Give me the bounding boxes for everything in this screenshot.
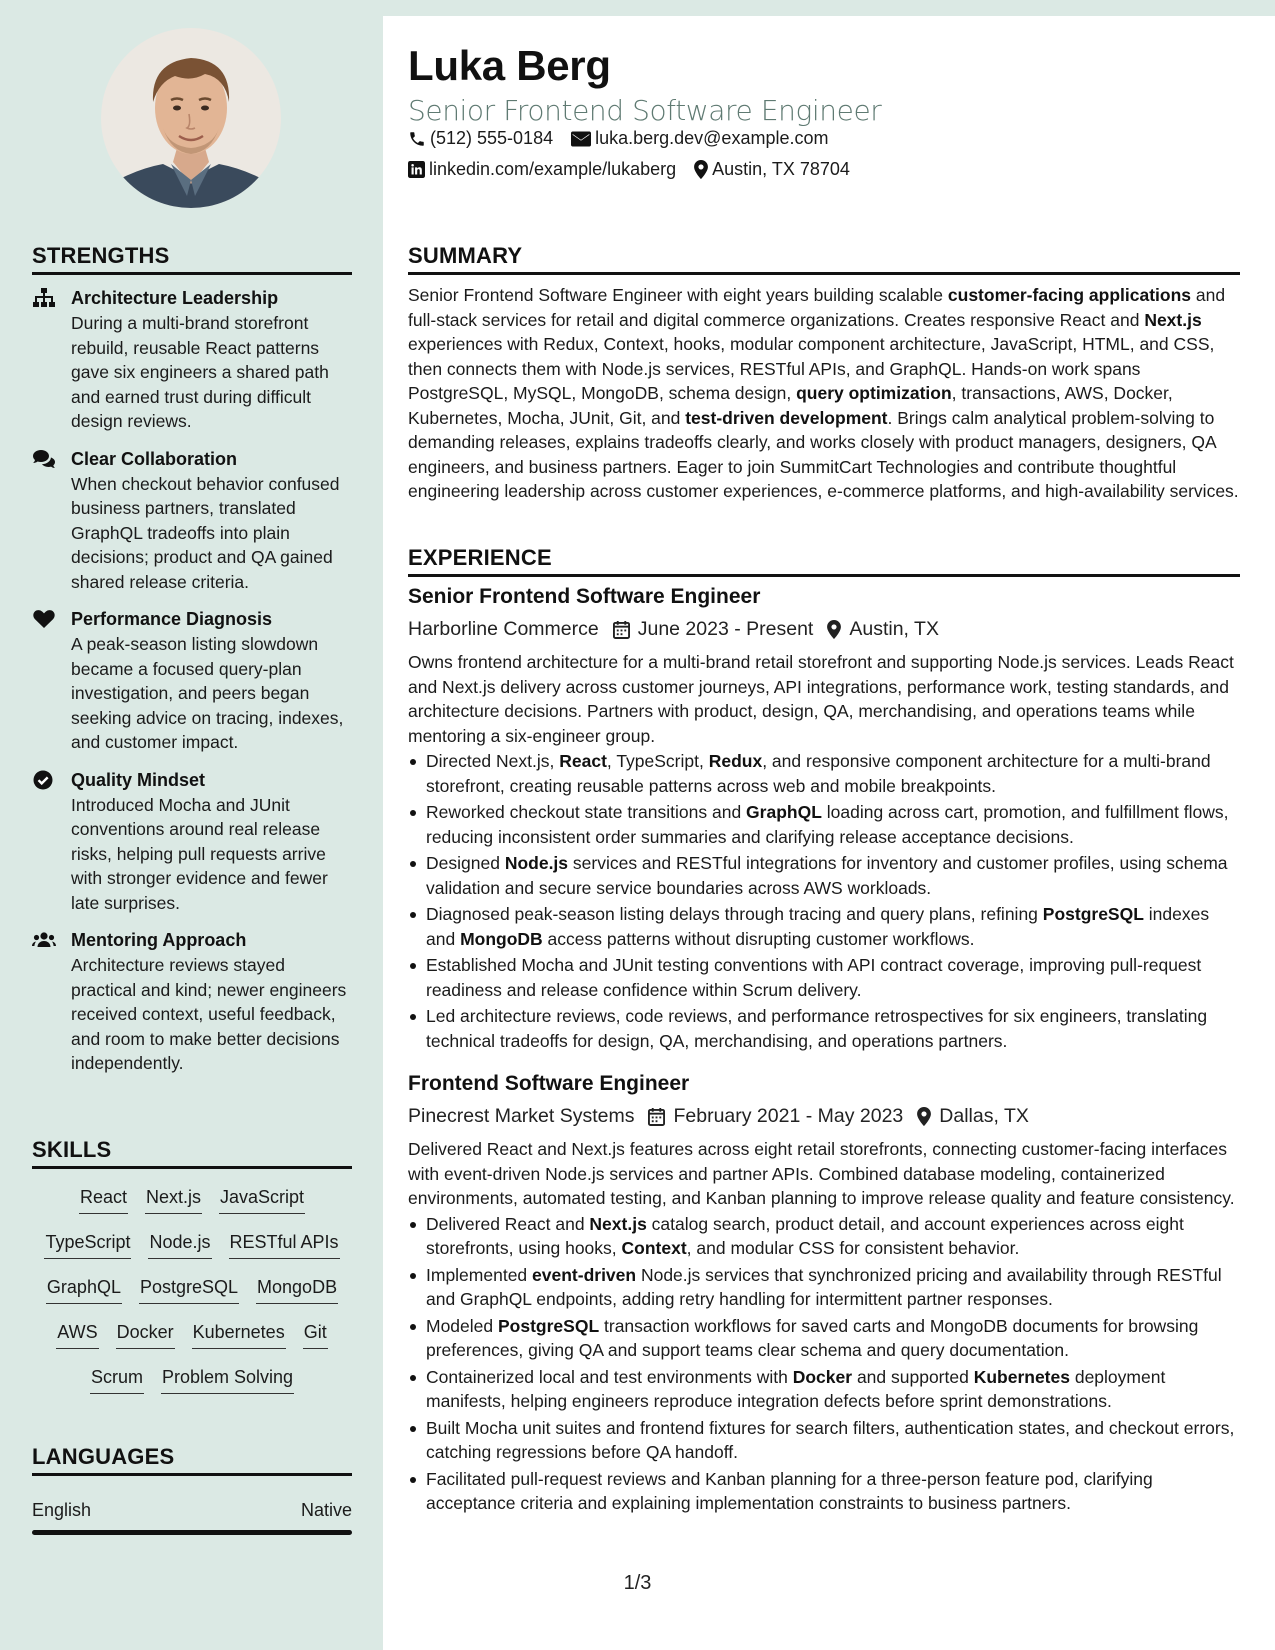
bold-text: Docker	[792, 1366, 853, 1387]
location-contact	[694, 159, 850, 180]
summary-heading: SUMMARY	[408, 243, 523, 268]
skills-rule	[32, 1166, 352, 1169]
job-title: Frontend Software Engineer	[408, 1072, 690, 1095]
job-bullet	[408, 1416, 1240, 1465]
job-title: Senior Frontend Software Engineer	[408, 585, 761, 608]
skill-tag: Scrum	[90, 1364, 144, 1394]
languages-rule	[32, 1473, 352, 1476]
strength-item	[32, 768, 352, 916]
strength-title: Quality Mindset	[71, 769, 206, 790]
skill-row	[32, 1229, 352, 1274]
text-run: Reworked checkout state transitions and	[426, 802, 747, 822]
company-text: Pinecrest Market Systems	[408, 1104, 635, 1127]
skill-tag: Problem Solving	[161, 1364, 294, 1394]
job-bullet	[408, 1467, 1240, 1516]
skill-row	[32, 1364, 352, 1409]
job-meta	[408, 614, 1240, 644]
job-bullet	[408, 1263, 1240, 1312]
comments-icon	[32, 449, 56, 469]
skill-tag: AWS	[56, 1319, 98, 1349]
job-bullet	[408, 1004, 1240, 1053]
text-run: Modeled	[426, 1315, 498, 1336]
skill-tag: Docker	[116, 1319, 175, 1349]
map-pin-icon	[917, 1107, 931, 1126]
text-run: and full-stack services for retail and digital commerce organizations. Creates responsive React and	[408, 285, 1226, 330]
skills-heading: SKILLS	[32, 1137, 112, 1162]
skill-tag: PostgreSQL	[139, 1274, 239, 1304]
text-run: Designed	[426, 853, 505, 873]
skill-row	[32, 1184, 352, 1229]
strength-title: Mentoring Approach	[71, 930, 247, 950]
job-entry	[408, 583, 1240, 1055]
text-run: access patterns without disrupting customer workflows.	[542, 928, 975, 949]
bold-text: Next.js	[1144, 309, 1202, 330]
text-run: , transactions, AWS, Docker, Kubernetes, Mocha, JUnit, Git, and	[408, 383, 1173, 428]
linkedin-text: linkedin.com/example/lukaberg	[429, 159, 677, 179]
skill-tag: RESTful APIs	[229, 1229, 340, 1259]
skill-tag: Node.js	[148, 1229, 211, 1259]
language-level: Native	[300, 1500, 352, 1520]
strength-item	[32, 447, 352, 595]
strength-desc: Introduced Mocha and JUnit conventions around real release risks, helping pull requests arrive with stronger evidence and fewer late surprises.	[71, 794, 328, 913]
page-number	[0, 1572, 1275, 1595]
text-run: Built Mocha unit suites and frontend fixtures for search filters, authentication states, and checkout errors, catching regressions before QA handoff.	[426, 1417, 1235, 1462]
phone-icon	[408, 130, 426, 148]
job-bullets	[408, 749, 1240, 1053]
text-run: indexes and	[426, 904, 1210, 949]
text-run: Senior Frontend Software Engineer with eight years building scalable	[408, 285, 948, 305]
text-run: Implemented	[426, 1264, 533, 1285]
bold-text: GraphQL	[746, 802, 822, 822]
job-bullet	[408, 953, 1240, 1002]
text-run: services and RESTful integrations for inventory and customer profiles, using schema validation and secure service boundaries across AWS workloads.	[426, 853, 1228, 898]
text-run: catalog search, product detail, and account experiences across eight storefronts, using hooks,	[426, 1213, 1184, 1258]
text-run: Node.js services that synchronized pricing and availability through RESTful and GraphQL endpoints, adding retry handling for intermittent partner responses.	[426, 1264, 1222, 1309]
bold-text: Context	[621, 1238, 687, 1258]
text-run: and supported	[852, 1366, 974, 1387]
bold-text: React	[559, 751, 607, 771]
job-bullet	[408, 902, 1240, 951]
bold-text: query optimization	[796, 383, 952, 403]
page-number-text: 1/3	[623, 1572, 652, 1594]
bold-text: PostgreSQL	[498, 1315, 600, 1336]
job-description: Delivered React and Next.js features across eight retail storefronts, connecting customer-facing interfaces with event-driven Node.js services and partner APIs. Combined database modeling, containerized environments, automated testing, and Kanban planning to improve release quality and feature consistency.	[408, 1139, 1235, 1208]
skill-tag: Next.js	[145, 1184, 202, 1214]
strengths-rule	[32, 272, 352, 275]
strength-item	[32, 607, 352, 755]
job-description: Owns frontend architecture for a multi-brand retail storefront and supporting Node.js services. Leads React and Next.js delivery across customer journeys, API integrations, performance work, testing standards, and architecture decisions. Partners with product, design, QA, merchandising, and operations teams while mentoring a six-engineer group.	[408, 652, 1234, 746]
job-company	[408, 1105, 634, 1128]
email-contact[interactable]	[571, 128, 828, 149]
strengths-heading: STRENGTHS	[32, 243, 170, 268]
strengths-list	[32, 286, 352, 1089]
strength-item	[32, 286, 352, 434]
check-circle-icon	[32, 770, 56, 790]
experience-heading: EXPERIENCE	[408, 545, 552, 570]
job-entry	[408, 1070, 1240, 1518]
skill-tag: MongoDB	[256, 1274, 338, 1304]
languages-heading: LANGUAGES	[32, 1444, 175, 1469]
job-company	[408, 618, 599, 641]
contact-line-2	[408, 159, 850, 180]
skills-list	[32, 1184, 352, 1409]
bold-text: test-driven development	[685, 407, 888, 428]
text-run: Established Mocha and JUnit testing conventions with API contract coverage, improving pull-request readiness and release confidence within Scrum delivery.	[426, 955, 1202, 1000]
top-band	[0, 0, 1275, 16]
bold-text: Redux	[708, 751, 763, 771]
bold-text: event-driven	[532, 1264, 637, 1285]
sitemap-icon	[32, 288, 56, 308]
job-bullet	[408, 1212, 1240, 1261]
map-pin-icon	[827, 620, 841, 639]
linkedin-icon	[408, 161, 425, 178]
strength-item	[32, 928, 352, 1076]
candidate-name: Luka Berg	[408, 42, 611, 89]
skill-tag: Git	[303, 1319, 328, 1349]
phone-text: (512) 555-0184	[430, 128, 554, 148]
email-text: luka.berg.dev@example.com	[595, 128, 829, 148]
text-run: deployment manifests, helping engineers reproduce integration defects before sprint demonstrations.	[426, 1366, 1166, 1411]
job-meta	[408, 1101, 1240, 1131]
company-text: Harborline Commerce	[408, 617, 599, 640]
location-text: Austin, TX	[849, 617, 939, 640]
skill-tag: JavaScript	[219, 1184, 305, 1214]
summary-rule	[408, 272, 1240, 275]
strength-desc: Architecture reviews stayed practical and kind; newer engineers received context, useful feedback, and room to make better decisions independently.	[71, 955, 347, 1073]
skill-row	[32, 1274, 352, 1319]
text-run: , TypeScript,	[606, 751, 709, 771]
skill-tag: GraphQL	[46, 1274, 122, 1304]
calendar-icon	[613, 620, 630, 639]
job-bullets	[408, 1212, 1240, 1516]
candidate-title: Senior Frontend Software Engineer	[408, 94, 882, 127]
calendar-icon	[648, 1107, 665, 1126]
job-bullet	[408, 749, 1240, 798]
text-run: , and responsive component architecture for a multi-brand storefront, creating reusable patterns across web and mobile breakpoints.	[426, 751, 1211, 796]
skill-tag: TypeScript	[44, 1229, 131, 1259]
contact-line-1	[408, 128, 828, 149]
skill-tag: React	[79, 1184, 128, 1214]
strength-title: Clear Collaboration	[71, 448, 238, 469]
text-run: Facilitated pull-request reviews and Kanban planning for a three-person feature pod, clarifying acceptance criteria and explaining implementation constraints to business partners.	[426, 1468, 1153, 1513]
text-run: transaction workflows for saved carts and MongoDB documents for browsing preferences, giving QA and support teams clear schema and query documentation.	[426, 1315, 1199, 1360]
text-run: . Brings calm analytical problem-solving to demanding releases, explains tradeoffs clearly, and works closely with product managers, designers, QA engineers, and business partners. Eager to join SummitCart Technologies and contribute thoughtful engineering leadership across customer experiences, e-commerce platforms, and high-availability services.	[408, 407, 1239, 501]
location-text: Austin, TX 78704	[712, 159, 850, 179]
heart-icon	[32, 609, 56, 629]
job-bullet	[408, 1365, 1240, 1414]
bold-text: Node.js	[504, 853, 569, 873]
linkedin-contact[interactable]	[408, 159, 676, 180]
profile-photo	[101, 28, 281, 208]
language-level-bar	[32, 1530, 352, 1535]
job-bullet	[408, 800, 1240, 849]
users-icon	[32, 930, 56, 950]
bold-text: customer-facing applications	[947, 285, 1192, 305]
job-bullet	[408, 1314, 1240, 1363]
text-run: Containerized local and test environments with	[426, 1366, 793, 1387]
job-location	[827, 618, 939, 641]
bold-text: Kubernetes	[973, 1366, 1070, 1387]
job-dates	[648, 1105, 903, 1128]
bold-text: PostgreSQL	[1042, 904, 1144, 924]
text-run: Diagnosed peak-season listing delays through tracing and query plans, refining	[426, 904, 1043, 924]
strength-desc: A peak-season listing slowdown became a focused query-plan investigation, and peers began seeking advice on tracing, indexes, and customer impact.	[71, 634, 344, 752]
skill-tag: Kubernetes	[192, 1319, 286, 1349]
text-run: Delivered React and	[426, 1213, 590, 1234]
summary-text	[408, 283, 1240, 504]
job-location	[917, 1105, 1029, 1128]
text-run: experiences with Redux, Context, hooks, modular component architecture, JavaScript, HTML, and CSS, then connects them with Node.js services, RESTful APIs, and GraphQL. Hands-on work spans PostgreSQL, MySQL, MongoDB, schema design,	[408, 334, 1215, 403]
dates-text: February 2021 - May 2023	[673, 1104, 904, 1127]
strength-desc: During a multi-brand storefront rebuild, reusable React patterns gave six engineers a shared path and earned trust during difficult design reviews.	[71, 313, 329, 431]
strength-desc: When checkout behavior confused business partners, translated GraphQL tradeoffs into plain decisions; product and QA gained shared release criteria.	[71, 473, 340, 592]
dates-text: June 2023 - Present	[637, 617, 814, 640]
skill-row	[32, 1319, 352, 1364]
bold-text: Next.js	[589, 1213, 647, 1234]
location-text: Dallas, TX	[939, 1104, 1029, 1127]
phone-contact	[408, 128, 553, 149]
text-run: loading across cart, promotion, and fulfillment flows, reducing inconsistent order summaries and clarifying release acceptance decisions.	[426, 802, 1229, 847]
map-pin-icon	[694, 160, 708, 179]
bold-text: MongoDB	[460, 928, 543, 949]
language-item	[32, 1500, 352, 1521]
strength-title: Performance Diagnosis	[71, 609, 273, 629]
text-run: , and modular CSS for consistent behavior.	[686, 1238, 1020, 1258]
envelope-icon	[571, 131, 591, 147]
job-dates	[613, 618, 814, 641]
job-bullet	[408, 851, 1240, 900]
language-name: English	[32, 1500, 92, 1520]
text-run: Led architecture reviews, code reviews, and performance retrospectives for six engineers, translating technical tradeoffs for design, QA, merchandising, and operations partners.	[426, 1006, 1208, 1051]
text-run: Directed Next.js,	[426, 751, 560, 771]
strength-title: Architecture Leadership	[71, 288, 279, 308]
experience-rule	[408, 574, 1240, 577]
portrait-image	[101, 28, 281, 208]
